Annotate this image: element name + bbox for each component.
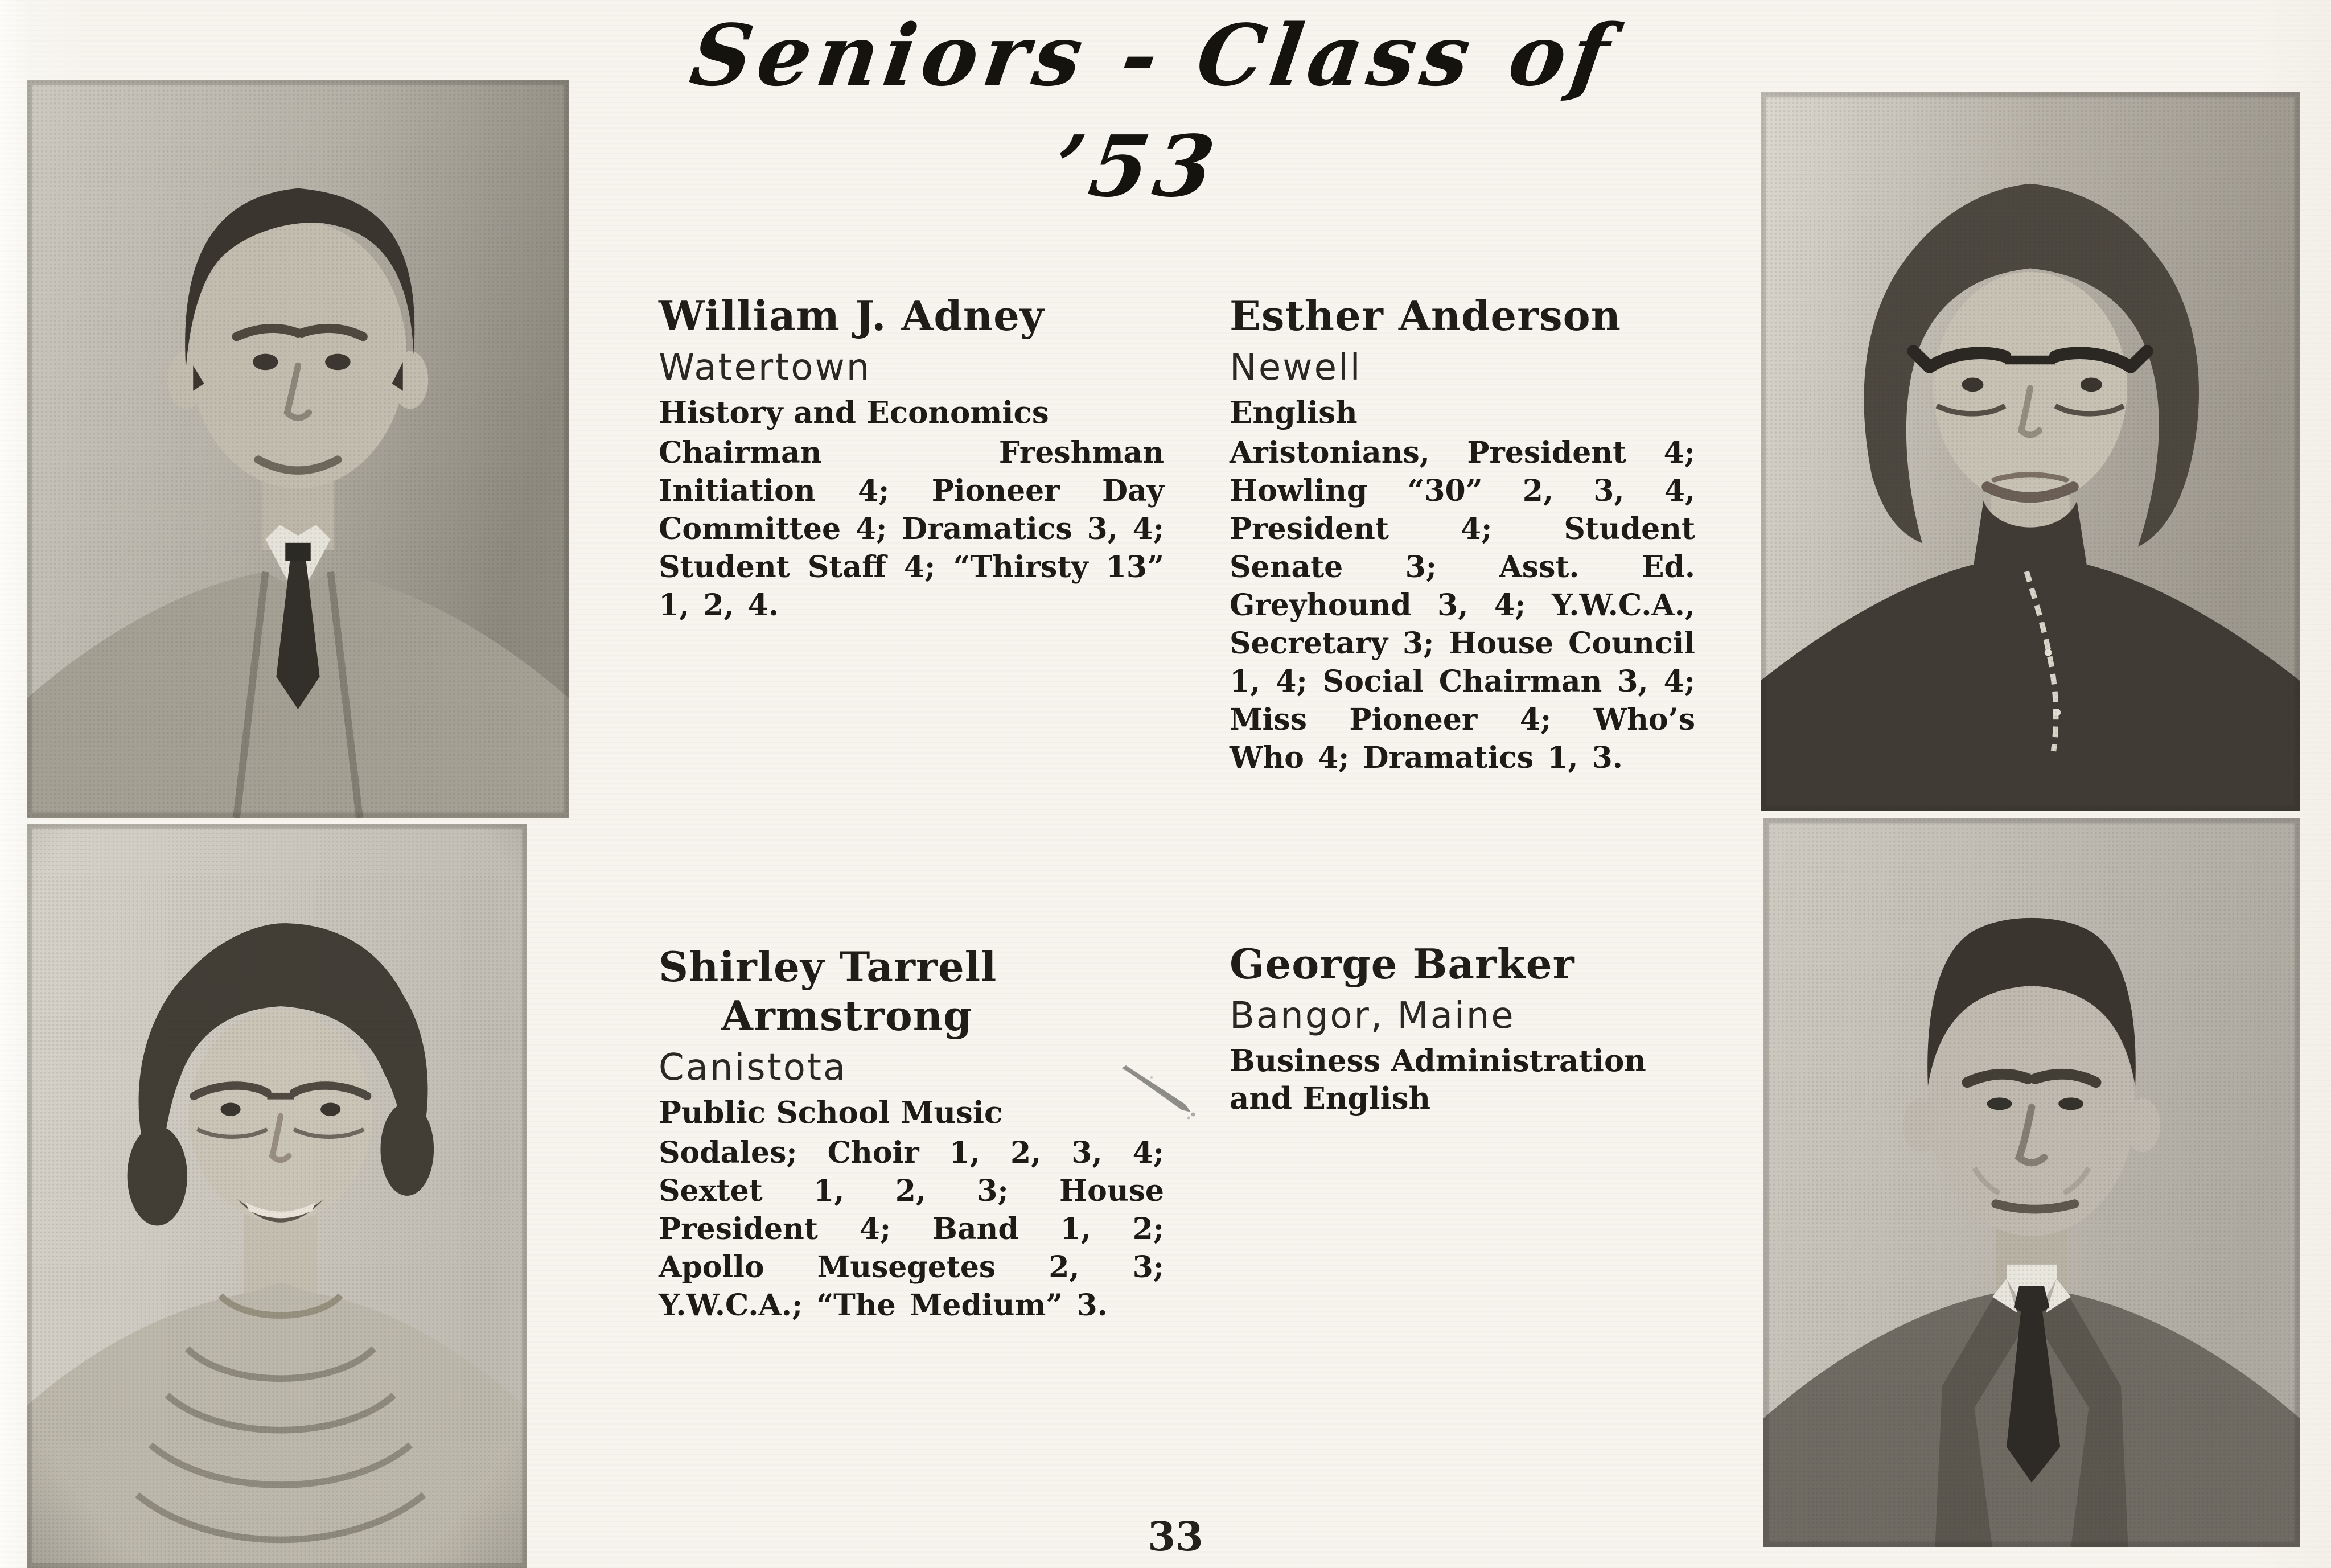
page-number: 33	[1148, 1513, 1203, 1560]
senior-major: Business Administration and English	[1230, 1043, 1646, 1116]
senior-entry-george-barker	[1230, 940, 1695, 1117]
senior-hometown: Newell	[1230, 347, 1362, 389]
senior-name-line2: Armstrong	[721, 991, 973, 1040]
senior-entry-esther-anderson	[1230, 291, 1695, 777]
senior-name: George Barker	[1230, 940, 1575, 988]
senior-major: History and Economics	[659, 395, 1049, 430]
senior-hometown: Canistota	[659, 1047, 848, 1089]
senior-name-line1: Shirley Tarrell	[659, 943, 997, 991]
senior-activities: Chairman Freshman Initiation 4; Pioneer Day Committee 4; Dramatics 3, 4; Student Staff 4; “Thirsty 13” 1, 2, 4.	[659, 435, 1164, 623]
senior-activities: Sodales; Choir 1, 2, 3, 4; Sextet 1, 2, 3; House President 4; Band 1, 2; Apollo Musegetes 2, 3; Y.W.C.A.; “The Medium” 3.	[659, 1135, 1164, 1323]
senior-major: English	[1230, 395, 1358, 430]
senior-name: William J. Adney	[659, 291, 1045, 340]
senior-name: Esther Anderson	[1230, 291, 1622, 340]
senior-entry-shirley-armstrong	[659, 943, 1164, 1324]
portrait-photo-george-barker	[1763, 818, 2300, 1547]
portrait-illustration-george	[1763, 818, 2300, 1547]
senior-activities: Aristonians, President 4; Howling “30” 2, 3, 4, President 4; Student Senate 3; Asst. Ed. Greyhound 3, 4; Y.W.C.A., Secretary 3; House Council 1, 4; Social Chairman 3, 4; Miss Pioneer 4; Who’s Who 4; Dramatics 1, 3.	[1230, 435, 1695, 775]
portrait-illustration-shirley	[27, 824, 527, 1568]
portrait-photo-esther-anderson	[1761, 92, 2300, 811]
portrait-illustration-william	[27, 80, 569, 818]
portrait-photo-shirley-armstrong	[27, 824, 527, 1568]
senior-hometown: Watertown	[659, 347, 871, 389]
senior-major: Public School Music	[659, 1095, 1003, 1130]
portrait-illustration-esther	[1761, 92, 2300, 811]
portrait-photo-william-adney	[27, 80, 569, 818]
page-title: Seniors - Class of ’53	[684, 6, 1621, 216]
senior-entry-william-adney	[659, 291, 1164, 624]
senior-hometown: Bangor, Maine	[1230, 995, 1515, 1037]
